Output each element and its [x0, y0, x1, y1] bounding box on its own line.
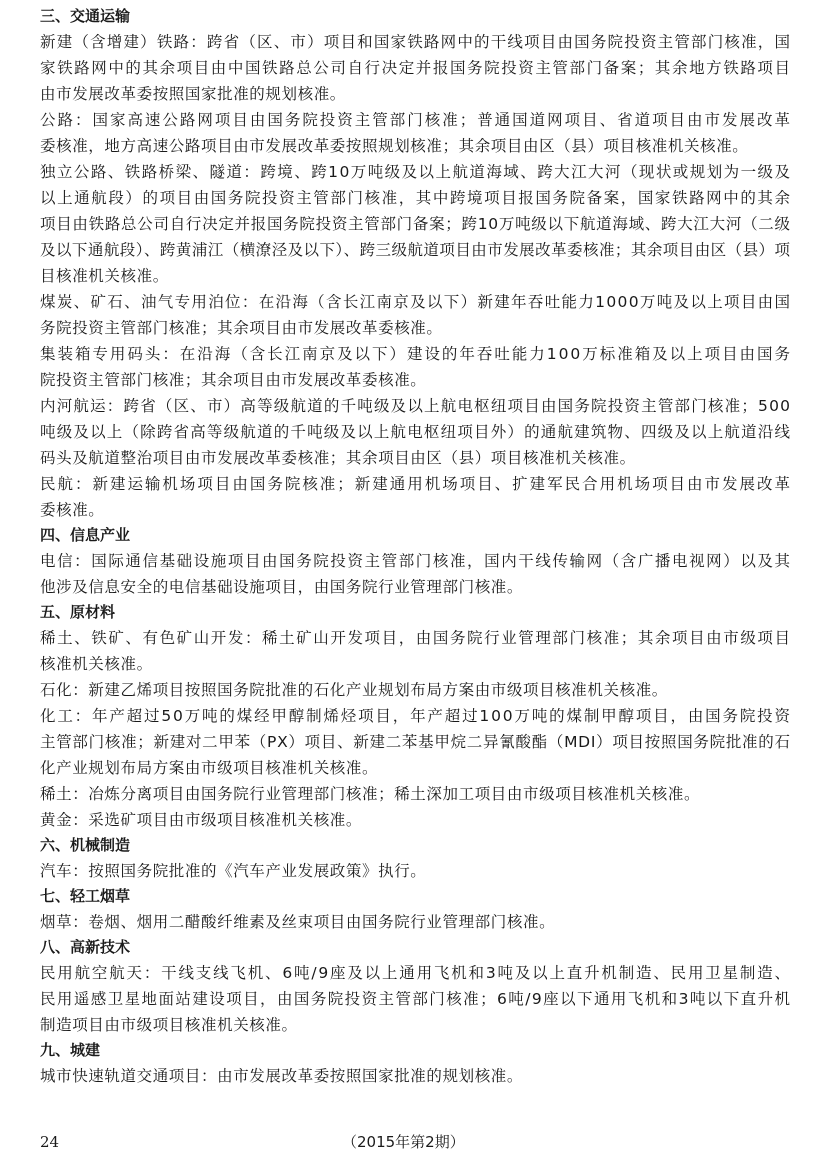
paragraph [40, 677, 790, 703]
paragraph-line: 码头及航道整治项目由市发展改革委核准；其余项目由区（县）项目核准机关核准。 [40, 449, 636, 467]
paragraph-line: 烟草：卷烟、烟用二醋酸纤维素及丝束项目由国务院行业管理部门核准。 [40, 913, 556, 931]
paragraph-line: 化产业规划布局方案由市级项目核准机关核准。 [40, 759, 379, 777]
paragraph-line: 院投资主管部门核准；其余项目由市发展改革委核准。 [40, 371, 427, 389]
paragraph-line: 化工：年产超过50万吨的煤经甲醇制烯烃项目，年产超过100万吨的煤制甲醇项目，由国务院投资 [40, 707, 792, 725]
paragraph-line: 家铁路网中的其余项目由中国铁路总公司自行决定并报国务院投资主管部门备案；其余地方铁路项目 [40, 59, 792, 77]
paragraph-line: 吨级及以上（除跨省高等级航道的千吨级及以上航电枢纽项目外）的通航建筑物、四级及以上航道沿线 [40, 423, 792, 441]
section-heading: 三、交通运输 [40, 7, 131, 25]
paragraph-line: 核准机关核准。 [40, 655, 153, 673]
paragraph [40, 159, 790, 289]
paragraph-line: 稀土、铁矿、有色矿山开发：稀土矿山开发项目，由国务院行业管理部门核准；其余项目由市级项目 [40, 629, 792, 647]
paragraph-line: 汽车：按照国务院批准的《汽车产业发展政策》执行。 [40, 862, 427, 880]
paragraph-line: 集装箱专用码头：在沿海（含长江南京及以下）建设的年吞吐能力100万标准箱及以上项目由国务 [40, 345, 792, 363]
paragraph-line: 项目由铁路总公司自行决定并报国务院投资主管部门备案；跨10万吨级以下航道海域、跨大江大河（二级 [40, 215, 791, 233]
page-number: 24 [40, 1133, 60, 1151]
paragraph [40, 393, 790, 471]
section-heading: 七、轻工烟草 [40, 887, 131, 905]
paragraph [40, 341, 790, 393]
paragraph [40, 107, 790, 159]
paragraph-line: 他涉及信息安全的电信基础设施项目，由国务院行业管理部门核准。 [40, 578, 524, 596]
paragraph-line: 电信：国际通信基础设施项目由国务院投资主管部门核准，国内干线传输网（含广播电视网）以及其 [40, 552, 792, 570]
paragraph [40, 960, 790, 1038]
paragraph [40, 548, 790, 600]
paragraph-line: 以上通航段）的项目由国务院投资主管部门核准，其中跨境项目报国务院备案，国家铁路网中的其余 [40, 189, 792, 207]
paragraph-line: 主管部门核准；新建对二甲苯（PX）项目、新建二苯基甲烷二异氰酸酯（MDI）项目按照国务院批准的石 [40, 733, 791, 751]
paragraph-line: 民用遥感卫星地面站建设项目，由国务院投资主管部门核准；6吨/9座以下通用飞机和3吨以下直升机 [40, 990, 792, 1008]
section-heading: 八、高新技术 [40, 938, 131, 956]
paragraph-line: 目核准机关核准。 [40, 267, 169, 285]
paragraph [40, 289, 790, 341]
paragraph [40, 29, 790, 107]
paragraph-line: 务院投资主管部门核准；其余项目由市发展改革委核准。 [40, 319, 443, 337]
paragraph [40, 471, 790, 523]
paragraph-line: 城市快速轨道交通项目：由市发展改革委按照国家批准的规划核准。 [40, 1067, 524, 1085]
paragraph-line: 民航：新建运输机场项目由国务院核准；新建通用机场项目、扩建军民合用机场项目由市发展改革 [40, 475, 792, 493]
paragraph [40, 703, 790, 781]
paragraph-line: 煤炭、矿石、油气专用泊位：在沿海（含长江南京及以下）新建年吞吐能力1000万吨及以上项目由国 [40, 293, 792, 311]
paragraph-line: 委核准，地方高速公路项目由市发展改革委按照规划核准；其余项目由区（县）项目核准机关核准。 [40, 137, 749, 155]
paragraph-line: 民用航空航天：干线支线飞机、6吨/9座及以上通用飞机和3吨及以上直升机制造、民用卫星制造、 [40, 964, 792, 982]
section-heading: 九、城建 [40, 1041, 101, 1059]
paragraph-line: 委核准。 [40, 501, 105, 519]
paragraph-line: 内河航运：跨省（区、市）高等级航道的千吨级及以上航电枢纽项目由国务院投资主管部门核准；500 [40, 397, 792, 415]
paragraph-line: 独立公路、铁路桥梁、隧道：跨境、跨10万吨级及以上航道海域、跨大江大河（现状或规划为一级及 [40, 163, 792, 181]
document-body [40, 4, 790, 1089]
paragraph [40, 1063, 790, 1089]
section-heading: 四、信息产业 [40, 526, 131, 544]
page-footer [0, 1130, 827, 1154]
paragraph-line: 石化：新建乙烯项目按照国务院批准的石化产业规划布局方案由市级项目核准机关核准。 [40, 681, 668, 699]
paragraph-line: 制造项目由市级项目核准机关核准。 [40, 1016, 298, 1034]
section-heading: 五、原材料 [40, 603, 116, 621]
section-heading: 六、机械制造 [40, 836, 131, 854]
paragraph [40, 781, 790, 807]
issue-label: （2015年第2期） [342, 1133, 465, 1151]
paragraph-line: 稀土：冶炼分离项目由国务院行业管理部门核准；稀土深加工项目由市级项目核准机关核准。 [40, 785, 701, 803]
paragraph-line: 由市发展改革委按照国家批准的规划核准。 [40, 85, 346, 103]
paragraph-line: 公路：国家高速公路网项目由国务院投资主管部门核准；普通国道网项目、省道项目由市发展改革 [40, 111, 792, 129]
paragraph [40, 625, 790, 677]
paragraph [40, 909, 790, 935]
paragraph-line: 新建（含增建）铁路：跨省（区、市）项目和国家铁路网中的干线项目由国务院投资主管部门核准，国 [40, 33, 792, 51]
paragraph [40, 807, 790, 833]
paragraph-line: 黄金：采选矿项目由市级项目核准机关核准。 [40, 811, 363, 829]
paragraph [40, 858, 790, 884]
paragraph-line: 及以下通航段）、跨黄浦江（横潦泾及以下）、跨三级航道项目由市发展改革委核准；其余项目由区（县）项 [40, 241, 791, 259]
